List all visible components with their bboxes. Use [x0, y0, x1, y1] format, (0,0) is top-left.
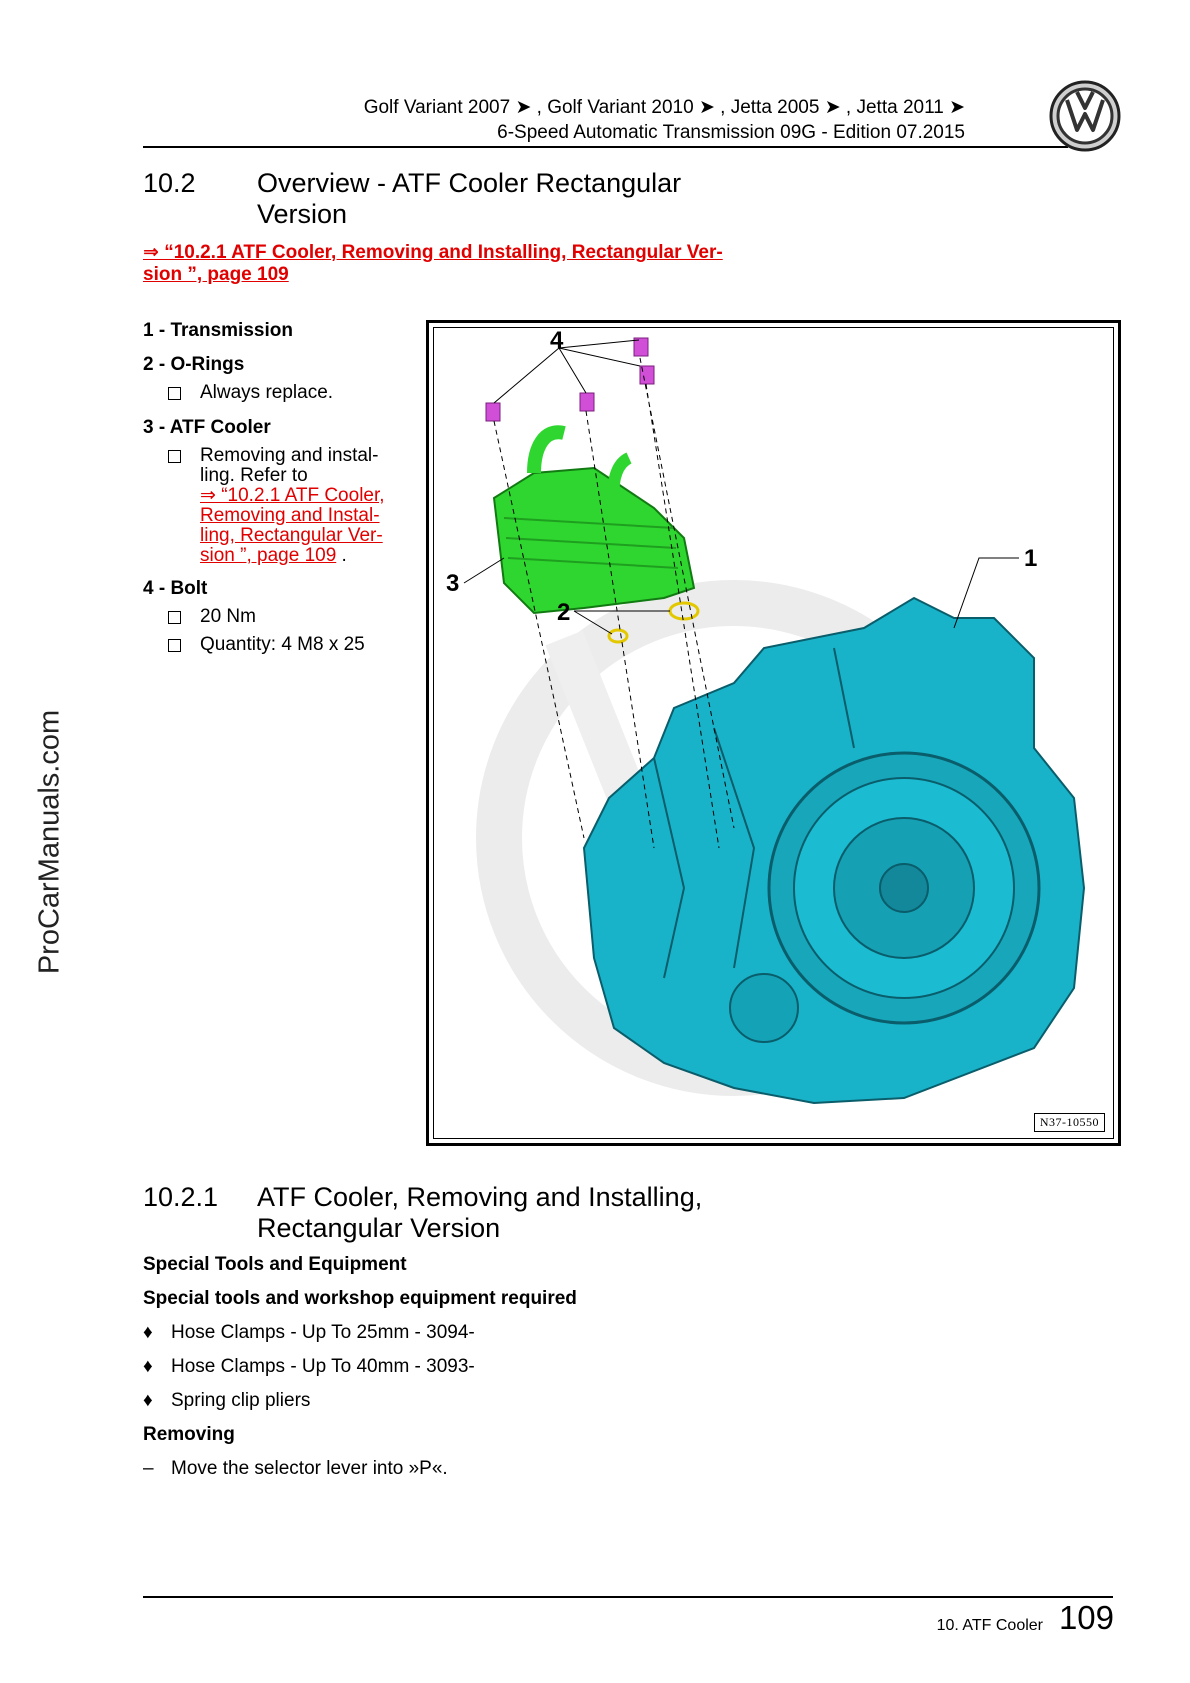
tool-item: [143, 1322, 475, 1344]
diamond-bullet-icon: ♦: [143, 1390, 153, 1411]
tool-item-text: Hose Clamps - Up To 25mm - 3094-: [171, 1322, 475, 1343]
checkbox-icon: [168, 387, 181, 400]
part-3-xref-1[interactable]: ⇒ “10.2.1 ATF Cooler,: [200, 485, 385, 506]
exploded-view-drawing: [434, 328, 1113, 1138]
section-cross-reference[interactable]: [143, 242, 723, 286]
part-3-xref-3[interactable]: ling, Rectangular Ver-: [200, 525, 383, 546]
subsection-number: 10.2.1: [143, 1182, 219, 1212]
tools-heading: Special Tools and Equipment: [143, 1254, 407, 1275]
footer-rule: [143, 1596, 1113, 1598]
xref-line-1[interactable]: ⇒ “10.2.1 ATF Cooler, Removing and Installing, Rectangular Ver-: [143, 242, 723, 263]
part-4-note-1-text: 20 Nm: [200, 606, 256, 627]
callout-3: 3: [446, 570, 460, 597]
footer-chapter: 10. ATF Cooler: [936, 1617, 1043, 1634]
diamond-bullet-icon: ♦: [143, 1356, 153, 1377]
callout-2: 2: [557, 599, 571, 626]
callout-1: 1: [1024, 545, 1038, 572]
figure-code: N37-10550: [1034, 1113, 1105, 1132]
part-4-note-2: [168, 635, 398, 655]
section-title: Overview - ATF Cooler Rectangular Version: [257, 168, 682, 229]
side-watermark: ProCarManuals.com: [33, 709, 66, 975]
xref-line-2[interactable]: sion ”, page 109: [143, 264, 289, 285]
section-number: 10.2: [143, 168, 196, 198]
part-3-xref-2[interactable]: Removing and Instal-: [200, 505, 380, 526]
subsection-title: ATF Cooler, Removing and Installing, Rectangular Version: [257, 1182, 703, 1243]
part-4-note-2-text: Quantity: 4 M8 x 25: [200, 634, 365, 655]
header-models: Golf Variant 2007 ➤ , Golf Variant 2010 ➤ , Jetta 2005 ➤ , Jetta 2011 ➤: [363, 97, 965, 118]
dash-bullet-icon: –: [143, 1458, 154, 1479]
tool-item: [143, 1390, 310, 1412]
part-3-note-line-a: Removing and instal-: [200, 445, 379, 466]
header-manual-title: 6-Speed Automatic Transmission 09G - Edition 07.2015: [497, 122, 965, 143]
part-3-xref-end: .: [336, 545, 347, 566]
checkbox-icon: [168, 450, 181, 463]
part-2-note: [168, 383, 398, 403]
part-1-label: 1 - Transmission: [143, 320, 293, 341]
diamond-bullet-icon: ♦: [143, 1322, 153, 1343]
part-2-note-text: Always replace.: [200, 382, 334, 403]
part-3-note: [168, 446, 398, 566]
figure-frame: [433, 327, 1114, 1139]
tools-subheading: Special tools and workshop equipment required: [143, 1288, 577, 1309]
part-2-label: 2 - O-Rings: [143, 354, 245, 375]
leader-3: [464, 558, 504, 583]
tool-item-text: Spring clip pliers: [171, 1390, 311, 1411]
vw-logo-icon: [1049, 80, 1121, 152]
header-rule: [143, 146, 1068, 148]
page-number: 109: [1058, 1599, 1114, 1636]
step-item: [143, 1458, 448, 1480]
checkbox-icon: [168, 639, 181, 652]
part-4-label: 4 - Bolt: [143, 578, 208, 599]
leader-4: [494, 340, 640, 403]
checkbox-icon: [168, 611, 181, 624]
callout-4: 4: [550, 328, 564, 354]
exploded-view-figure: [426, 320, 1121, 1146]
step-1-text: Move the selector lever into »P«.: [171, 1458, 448, 1479]
tool-item-text: Hose Clamps - Up To 40mm - 3093-: [171, 1356, 475, 1377]
removing-heading: Removing: [143, 1424, 235, 1445]
part-3-note-line-b: ling. Refer to: [200, 465, 308, 486]
tool-item: [143, 1356, 475, 1378]
part-4-note-1: [168, 607, 398, 627]
part-3-label: 3 - ATF Cooler: [143, 417, 271, 438]
part-3-xref-4[interactable]: sion ”, page 109: [200, 545, 337, 566]
transmission-part: [584, 598, 1084, 1103]
